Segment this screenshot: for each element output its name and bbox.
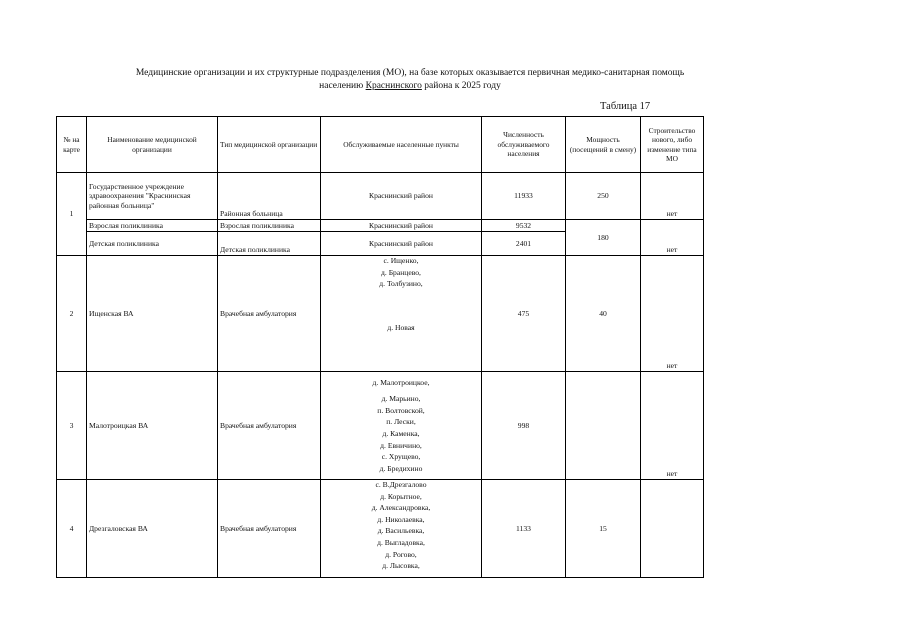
document-title-line2	[30, 80, 790, 93]
row1-area: Краснинский район	[321, 173, 482, 220]
place-name: д. Рогово,	[385, 549, 417, 559]
header-pop: Численность обслуживаемого населения	[482, 117, 566, 173]
row1c-pop: 2401	[482, 232, 566, 256]
row1-cap: 250	[566, 173, 641, 220]
place-name: д. Малотроицкое,	[372, 377, 430, 387]
medical-organizations-table	[56, 116, 704, 578]
row4-num: 4	[57, 480, 87, 578]
row3-places	[321, 372, 482, 480]
row3-cap	[566, 372, 641, 480]
place-name: д. Александровка,	[371, 503, 431, 513]
title-text-pre: населению	[319, 81, 366, 91]
row3-build: нет	[641, 372, 704, 480]
row2-cap: 40	[566, 256, 641, 372]
place-name: д. Евничино,	[380, 440, 422, 450]
place-name: д. Каменка,	[382, 429, 420, 438]
header-cap: Мощность (посещений в смену)	[566, 117, 641, 173]
row1b-org: Взрослая поликлиника	[87, 220, 218, 232]
place-name: д. Выгладовка,	[377, 537, 425, 547]
row2-build: нет	[641, 256, 704, 372]
row1-org: Государственное учреждение здравоохранения "Краснинская районная больница"	[87, 173, 218, 220]
row1c-build: нет	[641, 220, 704, 256]
row3-pop: 998	[482, 372, 566, 480]
table-row	[57, 256, 704, 372]
row2-org: Ищенская ВА	[87, 256, 218, 372]
place-name: п. Волтовской,	[377, 405, 425, 415]
row4-build	[641, 480, 704, 578]
place-name: с. В.Дрезгалово	[375, 480, 427, 489]
place-name: д. Николаевка,	[377, 514, 425, 524]
row1-pop: 11933	[482, 173, 566, 220]
row2-places	[321, 256, 482, 372]
place-name: д. Новая	[387, 322, 415, 332]
place-name: д. Корытное,	[380, 491, 422, 501]
place-name: д. Лысовка,	[382, 561, 420, 571]
header-type: Тип медицинской организации	[218, 117, 321, 173]
row4-cap: 15	[566, 480, 641, 578]
place-name: д. Бредихино	[379, 463, 423, 473]
row3-org: Малотроицкая ВА	[87, 372, 218, 480]
header-area: Обслуживаемые населенные пункты	[321, 117, 482, 173]
table-row	[57, 173, 704, 220]
row4-places	[321, 480, 482, 578]
row4-pop: 1133	[482, 480, 566, 578]
table-row	[57, 220, 704, 232]
table-number: Таблица 17	[600, 101, 651, 112]
row3-num: 3	[57, 372, 87, 480]
row1c-cap: 180	[566, 220, 641, 256]
header-num: № на карте	[57, 117, 87, 173]
row1b-type: Взрослая поликлиника	[218, 220, 321, 232]
place-name: д. Толбузино,	[379, 279, 423, 289]
row1b-pop: 9532	[482, 220, 566, 232]
place-name: с. Хрущево,	[381, 452, 421, 462]
row4-org: Дрезгаловская ВА	[87, 480, 218, 578]
row2-pop: 475	[482, 256, 566, 372]
row1b-area: Краснинский район	[321, 220, 482, 232]
title-text-post: района к 2025 году	[421, 81, 501, 91]
place-name: п. Лески,	[386, 417, 416, 427]
place-name: д. Васильевка,	[377, 526, 425, 536]
place-name: д. Марьино,	[381, 394, 421, 404]
row4-type: Врачебная амбулатория	[218, 480, 321, 578]
place-name: с. Ищенко,	[383, 256, 419, 265]
row1-build: нет	[641, 173, 704, 220]
row1-num: 1	[57, 173, 87, 256]
table-row	[57, 372, 704, 480]
place-name: д. Бранцево,	[381, 267, 421, 277]
table-row	[57, 480, 704, 578]
row1c-org: Детская поликлиника	[87, 232, 218, 256]
header-row	[57, 117, 704, 173]
row1-type: Районная больница	[218, 173, 321, 220]
row2-type: Врачебная амбулатория	[218, 256, 321, 372]
row1c-type: Детская поликлиника	[218, 232, 321, 256]
row2-num: 2	[57, 256, 87, 372]
document-title-line1: Медицинские организации и их структурные подразделения (МО), на базе которых оказывается первичная медико-санитарная помощь	[135, 68, 685, 78]
row1c-area: Краснинский район	[321, 232, 482, 256]
row3-type: Врачебная амбулатория	[218, 372, 321, 480]
header-build: Строительство нового, либо изменение типа МО	[641, 117, 704, 173]
header-org: Наименование медицинской организации	[87, 117, 218, 173]
title-district-name: Краснинского	[365, 81, 422, 91]
